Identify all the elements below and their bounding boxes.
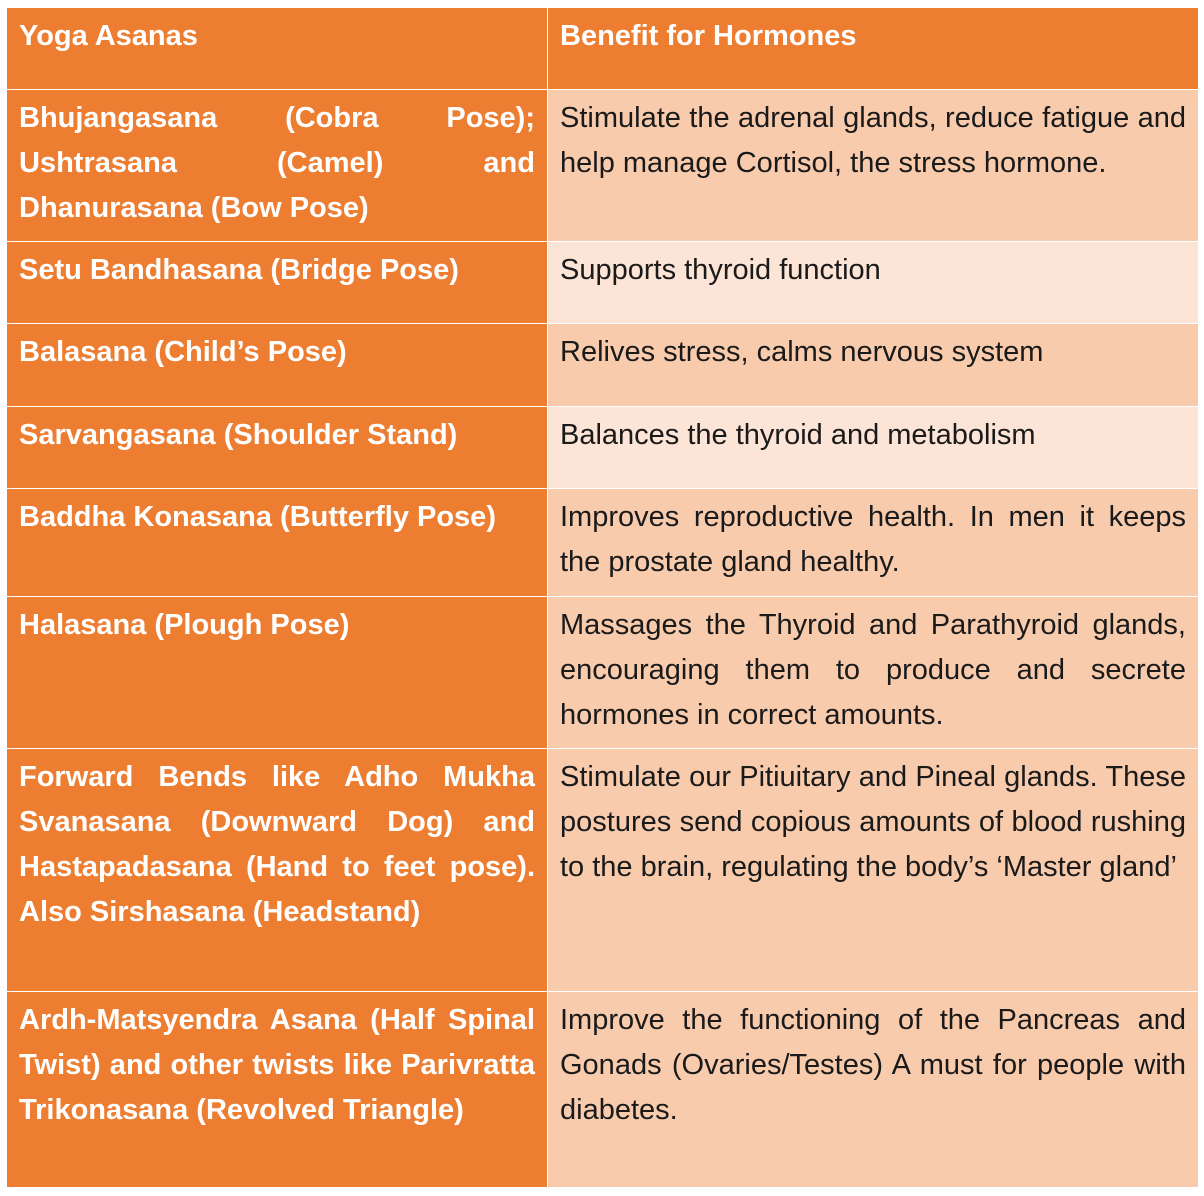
table-row (7, 90, 1199, 242)
header-benefit-for-hormones: Benefit for Hormones (548, 8, 1199, 90)
table-row (7, 749, 1199, 992)
header-yoga-asanas: Yoga Asanas (7, 8, 548, 90)
table-row (7, 597, 1199, 749)
asana-cell: Baddha Konasana (Butterfly Pose) (7, 489, 548, 597)
benefit-cell: Supports thyroid function (548, 242, 1199, 324)
benefit-cell: Stimulate the adrenal glands, reduce fatigue and help manage Cortisol, the stress hormone. (548, 90, 1199, 242)
table-row (7, 489, 1199, 597)
asana-cell: Setu Bandhasana (Bridge Pose) (7, 242, 548, 324)
benefit-cell: Balances the thyroid and metabolism (548, 407, 1199, 489)
benefit-cell: Stimulate our Pitiuitary and Pineal glands. These postures send copious amounts of blood rushing to the brain, regulating the body’s ‘Master gland’ (548, 749, 1199, 992)
asana-cell: Forward Bends like Adho Mukha Svanasana (Downward Dog) and Hastapadasana (Hand to feet pose). Also Sirshasana (Headstand) (7, 749, 548, 992)
asana-cell: Bhujangasana (Cobra Pose); Ushtrasana (Camel) and Dhanurasana (Bow Pose) (7, 90, 548, 242)
table-row (7, 324, 1199, 407)
benefit-cell: Improve the functioning of the Pancreas and Gonads (Ovaries/Testes) A must for people with diabetes. (548, 992, 1199, 1188)
benefit-cell: Relives stress, calms nervous system (548, 324, 1199, 407)
yoga-hormones-table-container (6, 7, 1198, 1188)
asana-cell: Ardh-Matsyendra Asana (Half Spinal Twist) and other twists like Parivratta Trikonasana (Revolved Triangle) (7, 992, 548, 1188)
table-row (7, 407, 1199, 489)
asana-cell: Halasana (Plough Pose) (7, 597, 548, 749)
table-header-row (7, 8, 1199, 90)
table-row (7, 992, 1199, 1188)
benefit-cell: Massages the Thyroid and Parathyroid glands, encouraging them to produce and secrete hormones in correct amounts. (548, 597, 1199, 749)
table-row (7, 242, 1199, 324)
yoga-hormones-table (6, 7, 1199, 1188)
benefit-cell: Improves reproductive health. In men it keeps the prostate gland healthy. (548, 489, 1199, 597)
asana-cell: Sarvangasana (Shoulder Stand) (7, 407, 548, 489)
asana-cell: Balasana (Child’s Pose) (7, 324, 548, 407)
